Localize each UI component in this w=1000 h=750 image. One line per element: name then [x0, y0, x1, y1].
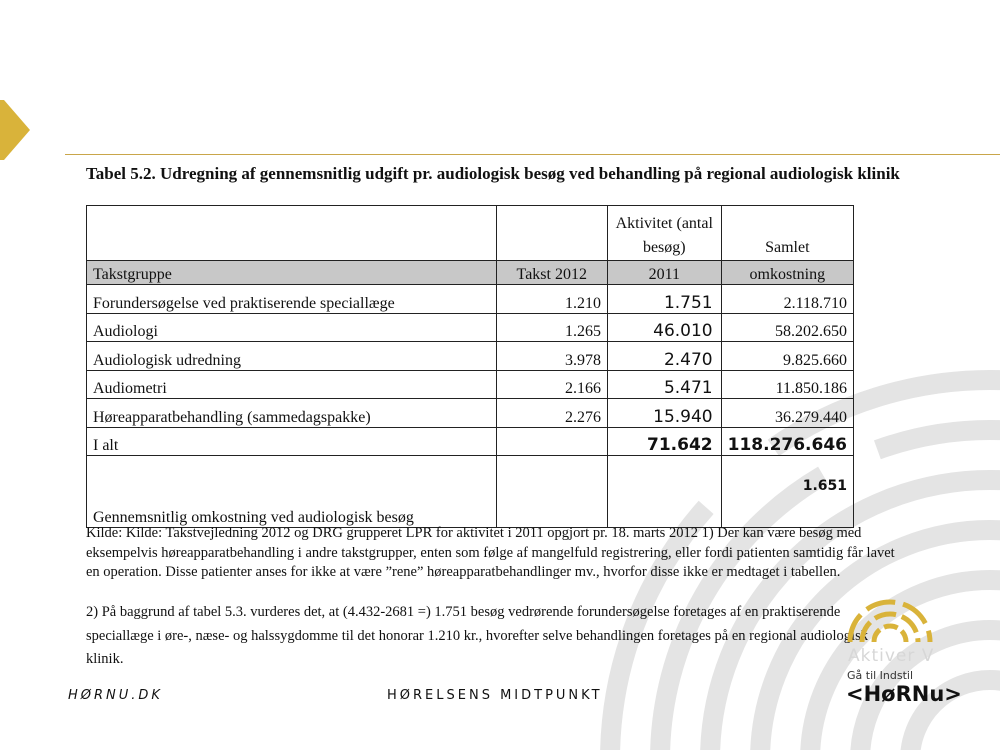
row-takst: 2.276	[496, 399, 607, 428]
header-top-cell-1	[87, 206, 497, 261]
logo-brand: <HøRNu>	[846, 682, 962, 706]
header-takst: Takst 2012	[496, 261, 607, 285]
header-activity-label: Aktivitet (antal besøg)	[607, 206, 721, 261]
footer-website: HØRNU.DK	[68, 688, 163, 703]
average-value: 1.651	[721, 455, 853, 527]
table-caption: Tabel 5.2. Udregning af gennemsnitlig udgift pr. audiologisk besøg ved behandling på regional audiologisk klinik	[86, 164, 900, 183]
gold-arrow-tab	[0, 100, 30, 160]
cost-table	[86, 205, 854, 528]
logo-overlay-subtext: Gå til Indstil	[847, 669, 914, 682]
total-takst-empty	[496, 427, 607, 455]
row-label: Audiometri	[87, 370, 497, 399]
row-takst: 1.265	[496, 313, 607, 342]
header-rule	[65, 154, 1000, 155]
table-row	[87, 370, 854, 399]
footnote-2: 2) På baggrund af tabel 5.3. vurderes det, at (4.432-2681 =) 1.751 besøg vedrørende forundersøgelse foretages af en praktiserende speciallæge i øre-, næse- og halssygdomme til det honorar 1.210 kr., hvorefter selve behandlingen foretages på en regional audiologisk klinik.	[86, 604, 868, 667]
row-aktivitet: 15.940	[607, 399, 721, 428]
row-samlet: 11.850.186	[721, 370, 853, 399]
average-empty-2	[607, 455, 721, 527]
row-samlet: 36.279.440	[721, 399, 853, 428]
table-total-row	[87, 427, 854, 455]
row-takst: 1.210	[496, 285, 607, 314]
row-aktivitet: 46.010	[607, 313, 721, 342]
row-label: Audiologi	[87, 313, 497, 342]
footer-tagline: HØRELSENS MIDTPUNKT	[387, 688, 603, 703]
row-aktivitet: 1.751	[607, 285, 721, 314]
average-label: Gennemsnitlig omkostning ved audiologisk besøg	[87, 455, 497, 527]
table-header-bottom	[87, 261, 854, 285]
table-header-top	[87, 206, 854, 261]
row-samlet: 9.825.660	[721, 342, 853, 371]
row-aktivitet: 2.470	[607, 342, 721, 371]
header-year: 2011	[607, 261, 721, 285]
table-row	[87, 285, 854, 314]
hornu-logo	[820, 582, 960, 712]
header-omkostning: omkostning	[721, 261, 853, 285]
logo-overlay-text: Aktiver V	[848, 646, 935, 666]
total-aktivitet: 71.642	[607, 427, 721, 455]
row-label: Forundersøgelse ved praktiserende speciallæge	[87, 285, 497, 314]
table-row	[87, 313, 854, 342]
total-samlet: 118.276.646	[721, 427, 853, 455]
row-samlet: 2.118.710	[721, 285, 853, 314]
header-total-label: Samlet	[721, 206, 853, 261]
row-samlet: 58.202.650	[721, 313, 853, 342]
row-takst: 3.978	[496, 342, 607, 371]
row-aktivitet: 5.471	[607, 370, 721, 399]
table-average-row	[87, 455, 854, 527]
row-label: Høreapparatbehandling (sammedagspakke)	[87, 399, 497, 428]
row-takst: 2.166	[496, 370, 607, 399]
header-top-cell-2	[496, 206, 607, 261]
table-row	[87, 342, 854, 371]
table-row	[87, 399, 854, 428]
header-takstgruppe: Takstgruppe	[87, 261, 497, 285]
average-empty-1	[496, 455, 607, 527]
total-label: I alt	[87, 427, 497, 455]
source-note: Kilde: Kilde: Takstvejledning 2012 og DRG grupperet LPR for aktivitet i 2011 opgjort pr. 18. marts 2012 1) Der kan være besøg med eksempelvis høreapparatbehandling i andre takstgrupper, enten som følge af mangelfuld registrering, eller fordi patienten samtidig får lavet en operation. Disse patienter anses for ikke at være ”rene” høreapparatbehandlinger mv., hvorfor disse ikke er medtaget i tabellen.	[86, 525, 895, 580]
row-label: Audiologisk udredning	[87, 342, 497, 371]
